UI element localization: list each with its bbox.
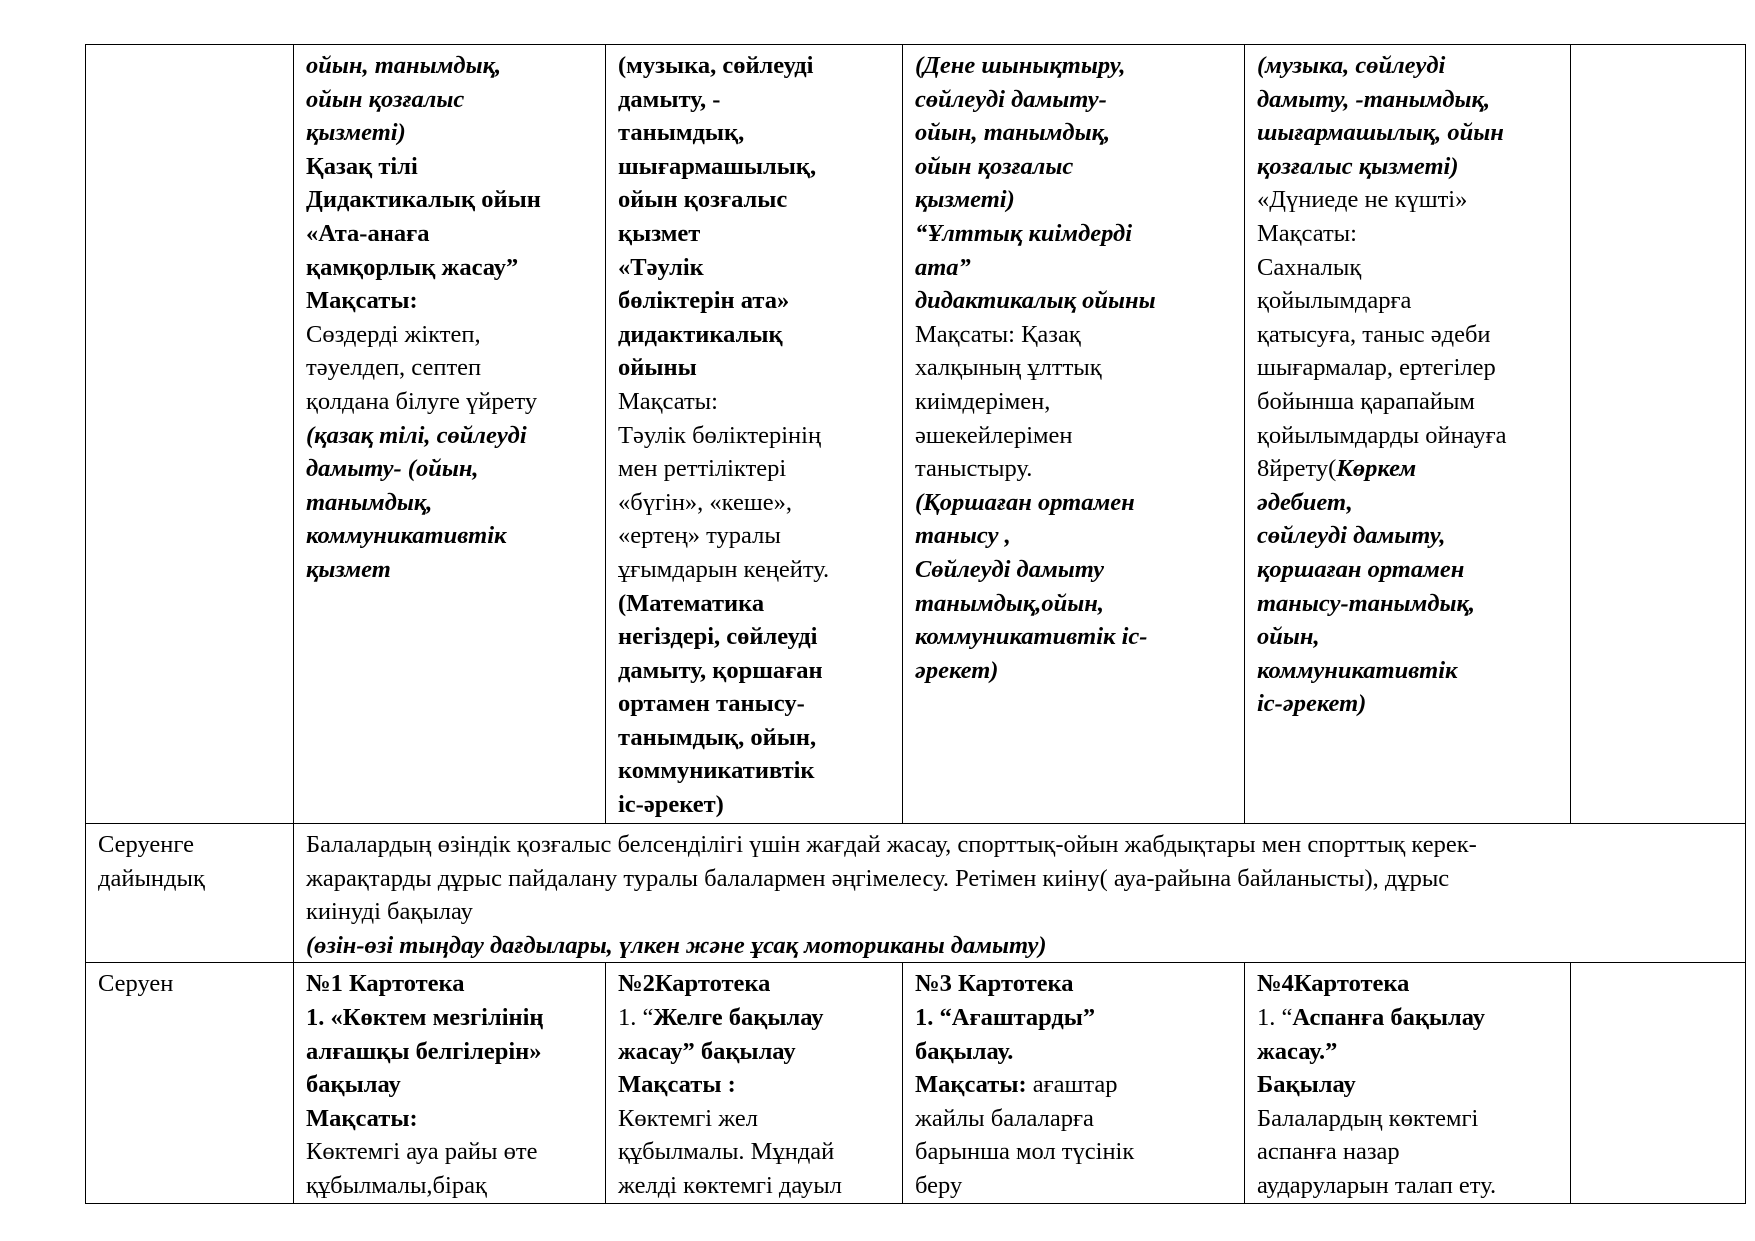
walk-preparation-text bbox=[294, 824, 1746, 963]
text-line bbox=[1257, 49, 1562, 83]
text-segment: №2Картотека bbox=[618, 970, 771, 998]
text-segment: шығармалар, ертегілер bbox=[1257, 354, 1496, 382]
text-line bbox=[1257, 967, 1562, 1001]
text-segment: қолдана білуге үйрету bbox=[306, 387, 538, 415]
text-segment: 1. «Көктем мезгілінің bbox=[306, 1003, 544, 1031]
text-segment: қызметі) bbox=[306, 119, 406, 147]
text-segment: 8йрету( bbox=[1257, 455, 1337, 483]
text-segment: әрекет) bbox=[915, 656, 999, 684]
text-line bbox=[1257, 217, 1562, 251]
text-line bbox=[915, 251, 1236, 285]
text-segment: бақылау bbox=[306, 1071, 401, 1099]
text-segment: №3 Картотека bbox=[915, 970, 1074, 998]
text-segment: (музыка, сөйлеуді bbox=[1257, 52, 1446, 79]
text-segment: Сөздерді жіктеп, bbox=[306, 320, 481, 348]
text-line bbox=[618, 1035, 894, 1069]
text-segment: дамыту, қоршаған bbox=[618, 656, 823, 684]
text-segment: мен реттіліктері bbox=[618, 455, 787, 483]
text-line bbox=[618, 1001, 894, 1035]
text-segment: қойылымдарды ойнауға bbox=[1257, 421, 1507, 449]
text-line bbox=[618, 519, 894, 553]
text-segment-plain: ағаштар bbox=[1026, 1071, 1118, 1099]
text-line bbox=[915, 116, 1236, 150]
text-segment: ата” bbox=[915, 253, 971, 281]
text-segment: желді көктемгі дауыл bbox=[618, 1171, 842, 1199]
text-line bbox=[306, 895, 1737, 929]
text-line bbox=[1257, 620, 1562, 654]
text-line bbox=[1257, 385, 1562, 419]
text-line bbox=[618, 620, 894, 654]
text-segment: киінуді бақылау bbox=[306, 898, 473, 926]
text-line bbox=[618, 587, 894, 621]
text-segment: Мақсаты: bbox=[306, 1104, 418, 1132]
walk-cell-2 bbox=[606, 963, 903, 1203]
text-line bbox=[618, 654, 894, 688]
text-segment: беру bbox=[915, 1171, 963, 1199]
text-segment: сөйлеуді дамыту- bbox=[915, 85, 1107, 113]
text-line bbox=[915, 150, 1236, 184]
text-segment: ойыны bbox=[618, 354, 697, 382]
text-segment: барынша мол түсінік bbox=[915, 1138, 1135, 1166]
text-line bbox=[306, 49, 597, 83]
text-segment: қызмет bbox=[306, 555, 391, 583]
label-line: дайындық bbox=[98, 864, 205, 892]
text-line bbox=[915, 385, 1236, 419]
text-segment: Балалардың өзіндік қозғалыс белсенділігі үшін жағдай жасау, спорттық-ойын жабдықтары мен спорттық керек- bbox=[306, 831, 1477, 858]
text-segment: қозғалыс қызметі) bbox=[1257, 152, 1459, 180]
text-segment: сөйлеуді дамыту, bbox=[1257, 522, 1446, 550]
text-segment: жасау.” bbox=[1257, 1037, 1338, 1065]
text-line bbox=[915, 1169, 1236, 1203]
text-line bbox=[618, 217, 894, 251]
text-line bbox=[306, 251, 597, 285]
text-segment: тәуелдеп, септеп bbox=[306, 354, 482, 382]
text-segment-emphasis: Аспанға бақылау bbox=[1292, 1003, 1486, 1031]
text-line bbox=[915, 49, 1236, 83]
text-line bbox=[306, 351, 597, 385]
text-line bbox=[618, 284, 894, 318]
text-line bbox=[915, 1102, 1236, 1136]
activity-cell-3 bbox=[903, 45, 1245, 824]
text-segment: Бақылау bbox=[1257, 1071, 1356, 1099]
text-segment: Мақсаты: bbox=[306, 287, 418, 315]
text-segment: танымдық, bbox=[306, 488, 433, 516]
text-line bbox=[306, 828, 1737, 862]
text-segment: қызметі) bbox=[915, 186, 1015, 214]
text-segment: Қазақ тілі bbox=[306, 152, 418, 180]
text-segment: негіздері, сөйлеуді bbox=[618, 623, 818, 651]
text-segment: Көктемгі ауа райы өте bbox=[306, 1138, 538, 1166]
text-line bbox=[915, 587, 1236, 621]
text-line bbox=[1257, 251, 1562, 285]
text-segment: танымдық, bbox=[618, 119, 745, 147]
walk-preparation-label bbox=[86, 824, 294, 963]
text-line bbox=[306, 1135, 597, 1169]
text-line bbox=[1257, 150, 1562, 184]
text-segment: №1 Картотека bbox=[306, 970, 465, 998]
text-line bbox=[618, 1169, 894, 1203]
text-line bbox=[306, 452, 597, 486]
text-line bbox=[915, 83, 1236, 117]
text-line bbox=[618, 183, 894, 217]
text-segment: «ертең» туралы bbox=[618, 522, 781, 550]
text-segment-emphasis: Көркем bbox=[1336, 455, 1417, 483]
text-segment: Мақсаты: Қазақ bbox=[915, 320, 1081, 348]
text-line bbox=[1257, 587, 1562, 621]
text-line bbox=[1257, 318, 1562, 352]
text-segment: жайлы балаларға bbox=[915, 1104, 1094, 1132]
text-line bbox=[618, 251, 894, 285]
text-segment: қамқорлық жасау” bbox=[306, 253, 519, 281]
text-segment: Дидактикалық ойын bbox=[306, 186, 541, 214]
text-line bbox=[618, 1135, 894, 1169]
text-line bbox=[1257, 1068, 1562, 1102]
text-segment: танымдық, ойын, bbox=[618, 723, 817, 751]
text-line bbox=[618, 1068, 894, 1102]
text-segment: жасау” бақылау bbox=[618, 1037, 796, 1065]
text-line bbox=[618, 419, 894, 453]
text-line bbox=[1257, 687, 1562, 721]
text-line bbox=[618, 385, 894, 419]
text-segment: дамыту, -танымдық, bbox=[1257, 85, 1491, 113]
text-line bbox=[618, 687, 894, 721]
text-line bbox=[915, 553, 1236, 587]
text-line bbox=[306, 1169, 597, 1203]
text-segment: дидактикалық bbox=[618, 320, 783, 348]
text-line bbox=[915, 351, 1236, 385]
text-segment: іс-әрекет) bbox=[1257, 690, 1367, 718]
text-segment: аударуларын талап ету. bbox=[1257, 1171, 1497, 1199]
text-segment: (Қоршаған ортамен bbox=[915, 488, 1135, 516]
activity-cell-1 bbox=[294, 45, 606, 824]
text-line bbox=[306, 553, 597, 587]
text-line bbox=[915, 1135, 1236, 1169]
text-segment: әдебиет, bbox=[1257, 488, 1353, 516]
text-segment: коммуникативтік bbox=[306, 522, 507, 550]
text-segment: (өзін-өзі тыңдау дағдылары, үлкен және ұсақ моториканы дамыту) bbox=[306, 931, 1047, 959]
text-line bbox=[306, 1068, 597, 1102]
text-line bbox=[618, 967, 894, 1001]
label-line: Серуенге bbox=[98, 831, 194, 858]
text-segment: танысу-танымдық, bbox=[1257, 589, 1476, 617]
text-segment: әшекейлерімен bbox=[915, 421, 1073, 449]
text-segment: (Дене шынықтыру, bbox=[915, 52, 1126, 79]
text-segment: «Ата-анаға bbox=[306, 219, 430, 247]
text-line bbox=[1257, 1001, 1562, 1035]
text-line bbox=[618, 83, 894, 117]
text-segment: Мақсаты: bbox=[1257, 219, 1357, 247]
text-line bbox=[306, 1001, 597, 1035]
text-segment: Мақсаты: bbox=[915, 1071, 1027, 1099]
text-line bbox=[306, 929, 1737, 963]
text-segment: алғашқы белгілерін» bbox=[306, 1037, 542, 1065]
text-segment: коммуникативтік bbox=[1257, 656, 1458, 684]
text-segment: «бүгін», «кеше», bbox=[618, 488, 792, 516]
text-segment: танысу , bbox=[915, 522, 1011, 550]
text-segment: киімдерімен, bbox=[915, 387, 1051, 415]
text-segment: іс-әрекет) bbox=[618, 791, 724, 819]
text-line bbox=[306, 150, 597, 184]
text-segment: Балалардың көктемгі bbox=[1257, 1104, 1479, 1132]
text-line bbox=[915, 486, 1236, 520]
text-segment: қойылымдарға bbox=[1257, 287, 1412, 315]
text-line bbox=[915, 1035, 1236, 1069]
text-segment: бөліктерін ата» bbox=[618, 287, 790, 315]
text-line bbox=[306, 116, 597, 150]
walk-cell-3 bbox=[903, 963, 1245, 1203]
text-line bbox=[1257, 419, 1562, 453]
text-line bbox=[1257, 553, 1562, 587]
walk-cell-4 bbox=[1245, 963, 1571, 1203]
text-line bbox=[915, 452, 1236, 486]
text-segment: шығармашылық, bbox=[618, 152, 817, 180]
label-line: Серуен bbox=[98, 970, 174, 998]
text-segment: қызмет bbox=[618, 219, 701, 247]
text-line bbox=[618, 318, 894, 352]
text-segment: дамыту- (ойын, bbox=[306, 455, 479, 483]
text-segment: ойын қозғалыс bbox=[915, 152, 1074, 180]
text-segment: Сөйлеуді дамыту bbox=[915, 555, 1105, 583]
text-line bbox=[306, 486, 597, 520]
text-line bbox=[1257, 1135, 1562, 1169]
plan-table bbox=[85, 44, 1746, 1204]
text-segment: шығармашылық, ойын bbox=[1257, 119, 1504, 147]
text-line bbox=[1257, 116, 1562, 150]
text-line bbox=[1257, 486, 1562, 520]
text-segment: аспанға назар bbox=[1257, 1138, 1400, 1166]
text-segment: 1. “ bbox=[1257, 1003, 1293, 1031]
text-segment: Мақсаты : bbox=[618, 1071, 736, 1099]
walk-row bbox=[86, 963, 1746, 1203]
text-line bbox=[618, 721, 894, 755]
text-line bbox=[915, 967, 1236, 1001]
text-segment: (музыка, сөйлеуді bbox=[618, 52, 814, 79]
text-segment: (қазақ тілі, сөйлеуді bbox=[306, 421, 527, 449]
text-line bbox=[1257, 1035, 1562, 1069]
text-segment: дамыту, - bbox=[618, 85, 721, 113]
text-segment: Көктемгі жел bbox=[618, 1104, 758, 1132]
activity-cell-4 bbox=[1245, 45, 1571, 824]
text-segment: қоршаған ортамен bbox=[1257, 555, 1465, 583]
text-line bbox=[1257, 351, 1562, 385]
text-line bbox=[915, 1068, 1236, 1102]
text-segment: ойын қозғалыс bbox=[618, 186, 788, 214]
text-segment-emphasis: Желге бақылау bbox=[653, 1003, 824, 1031]
text-line bbox=[306, 217, 597, 251]
text-segment: «Дүниеде не күшті» bbox=[1257, 186, 1468, 214]
text-line bbox=[1257, 1169, 1562, 1203]
text-segment: коммуникативтік іс- bbox=[915, 623, 1148, 651]
text-line bbox=[915, 318, 1236, 352]
text-segment: ойын, танымдық, bbox=[306, 52, 502, 79]
text-line bbox=[618, 553, 894, 587]
text-segment: «Тәулік bbox=[618, 253, 704, 281]
text-line bbox=[306, 83, 597, 117]
text-line bbox=[306, 1102, 597, 1136]
text-line bbox=[1257, 284, 1562, 318]
text-segment: коммуникативтік bbox=[618, 757, 815, 785]
text-line bbox=[915, 1001, 1236, 1035]
text-segment: ұғымдарын кеңейту. bbox=[618, 555, 830, 583]
walk-label bbox=[86, 963, 294, 1203]
text-segment: дидактикалық ойыны bbox=[915, 287, 1156, 315]
text-line bbox=[915, 519, 1236, 553]
text-line bbox=[306, 519, 597, 553]
text-line bbox=[618, 452, 894, 486]
text-line bbox=[915, 654, 1236, 688]
text-segment: халқының ұлттық bbox=[915, 354, 1102, 382]
text-segment: бақылау. bbox=[915, 1037, 1014, 1065]
walk-preparation-row bbox=[86, 824, 1746, 963]
text-segment: 1. “ bbox=[618, 1003, 654, 1031]
row-label-empty bbox=[86, 45, 294, 824]
text-line bbox=[306, 1035, 597, 1069]
text-line bbox=[915, 620, 1236, 654]
text-line bbox=[306, 862, 1737, 896]
text-line bbox=[915, 419, 1236, 453]
walk-cell-1 bbox=[294, 963, 606, 1203]
text-segment: таныстыру. bbox=[915, 455, 1033, 483]
text-line bbox=[1257, 654, 1562, 688]
text-segment: ойын, танымдық, bbox=[915, 119, 1111, 147]
walk-cell-5 bbox=[1571, 963, 1746, 1203]
text-line bbox=[618, 754, 894, 788]
activity-row bbox=[86, 45, 1746, 824]
text-segment: ортамен танысу- bbox=[618, 690, 805, 718]
text-line bbox=[618, 788, 894, 822]
text-line bbox=[618, 1102, 894, 1136]
text-segment: бойынша қарапайым bbox=[1257, 387, 1475, 415]
text-line bbox=[306, 385, 597, 419]
text-line bbox=[618, 486, 894, 520]
text-line bbox=[306, 183, 597, 217]
text-segment: құбылмалы,бірақ bbox=[306, 1171, 487, 1199]
text-segment: (Математика bbox=[618, 589, 765, 617]
text-line bbox=[915, 183, 1236, 217]
text-segment: 1. “Ағаштарды” bbox=[915, 1003, 1096, 1031]
text-segment: Тәулік бөліктерінің bbox=[618, 421, 822, 449]
text-line bbox=[306, 967, 597, 1001]
text-line bbox=[306, 284, 597, 318]
text-segment: жарақтарды дұрыс пайдалану туралы балалармен әңгімелесу. Ретімен киіну( ауа-райына байланысты), дұрыс bbox=[306, 864, 1450, 892]
text-segment: Мақсаты: bbox=[618, 387, 718, 415]
text-segment: құбылмалы. Мұндай bbox=[618, 1138, 835, 1166]
text-line bbox=[618, 49, 894, 83]
text-line bbox=[1257, 452, 1562, 486]
text-line bbox=[915, 217, 1236, 251]
text-line bbox=[1257, 83, 1562, 117]
text-line bbox=[1257, 1102, 1562, 1136]
text-line bbox=[618, 351, 894, 385]
text-segment: қатысуға, таныс әдеби bbox=[1257, 320, 1491, 348]
activity-cell-2 bbox=[606, 45, 903, 824]
text-line bbox=[1257, 519, 1562, 553]
text-line bbox=[306, 419, 597, 453]
activity-cell-5 bbox=[1571, 45, 1746, 824]
text-segment: “Ұлттық киімдерді bbox=[915, 219, 1132, 247]
text-line bbox=[915, 284, 1236, 318]
text-line bbox=[618, 116, 894, 150]
text-segment: ойын қозғалыс bbox=[306, 85, 465, 113]
text-segment: танымдық,ойын, bbox=[915, 589, 1104, 617]
text-segment: ойын, bbox=[1257, 623, 1320, 651]
text-line bbox=[306, 318, 597, 352]
text-line bbox=[1257, 183, 1562, 217]
text-line bbox=[618, 150, 894, 184]
text-segment: №4Картотека bbox=[1257, 970, 1410, 998]
text-segment: Сахналық bbox=[1257, 253, 1362, 281]
